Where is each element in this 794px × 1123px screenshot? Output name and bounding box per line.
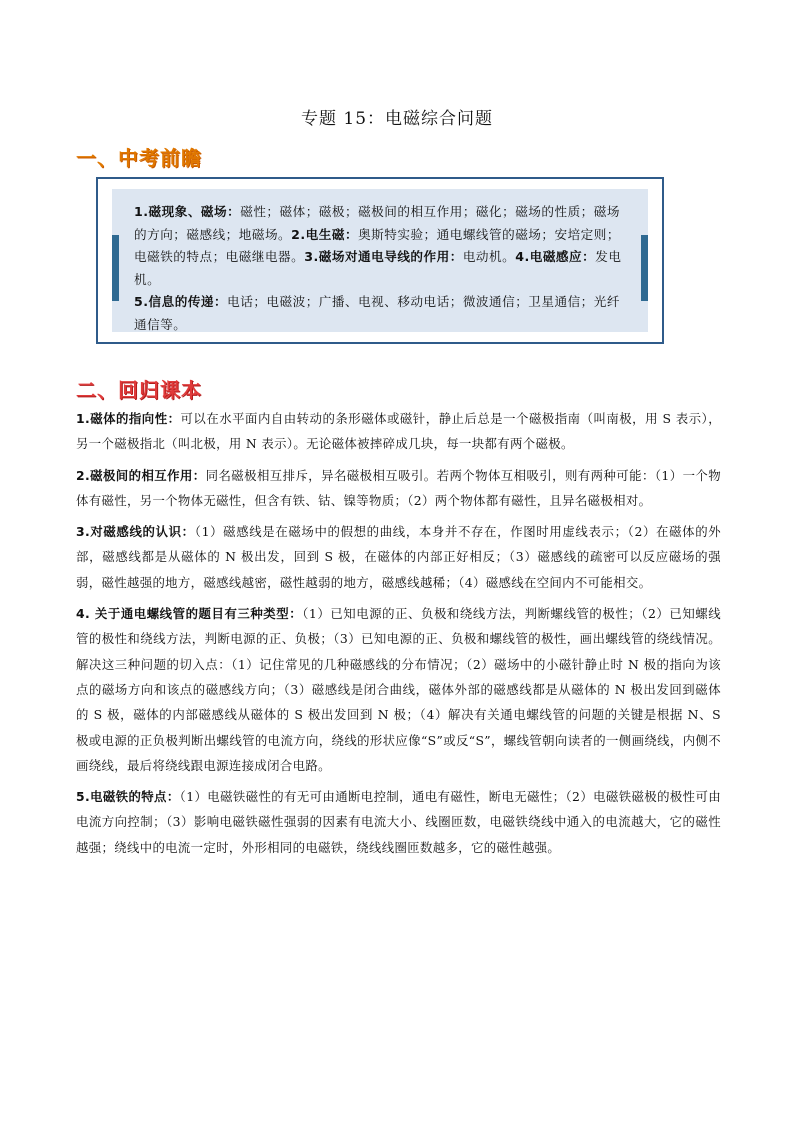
- review-paragraph: [76, 406, 721, 457]
- review-paragraph: [76, 601, 721, 778]
- paragraph-label: 1.磁体的指向性：: [76, 411, 181, 426]
- box-left-bar: [112, 235, 119, 301]
- review-paragraph: [76, 784, 721, 860]
- summary-item-label: 3.磁场对通电导线的作用：: [304, 249, 463, 264]
- paragraph-text: （1）电磁铁磁性的有无可由通断电控制，通电有磁性，断电无磁性；（2）电磁铁磁极的极性可由电流方向控制；（3）影响电磁铁磁性强弱的因素有电流大小、线圈匝数，电磁铁绕线中通入的电流越大，它的磁性越强；绕线中的电流一定时，外形相同的电磁铁，绕线线圈匝数越多，它的磁性越强。: [76, 789, 721, 855]
- summary-item-text: 电动机。: [462, 249, 516, 264]
- paragraph-text: （1）已知电源的正、负极和绕线方法，判断螺线管的极性；（2）已知螺线管的极性和绕线方法，判断电源的正、负极；（3）已知电源的正、负极和螺线管的极性，画出螺线管的绕线情况。解决这三种问题的切入点：（1）记住常见的几种磁感线的分布情况；（2）磁场中的小磁针静止时 N 极的指向为该点的磁场方向和该点的磁感线方向；（3）磁感线是闭合曲线，磁体外部的磁感线都是从磁体的 N 极出发回到磁体的 S 极，磁体的内部磁感线从磁体的 S 极出发回到 N 极；（4）解决有关通电螺线管的问题的关键是根据 N、S 极或电源的正负极判断出螺线管的电流方向，绕线的形状应像“S”或反“S”，螺线管朝向读者的一侧画绕线，内侧不画绕线，最后将绕线跟电源连接成闭合电路。: [76, 606, 721, 773]
- review-paragraph: [76, 519, 721, 595]
- section-heading-preview: 一、中考前瞻: [76, 146, 202, 170]
- summary-item-label: 5.信息的传递：: [134, 294, 228, 309]
- paragraph-text: 可以在水平面内自由转动的条形磁体或磁针，静止后总是一个磁极指南（叫南极，用 S 表示），另一个磁极指北（叫北极，用 N 表示）。无论磁体被摔碎成几块，每一块都有两个磁极。: [76, 411, 721, 452]
- paragraph-text: （1）磁感线是在磁场中的假想的曲线，本身并不存在，作图时用虚线表示；（2）在磁体的外部，磁感线都是从磁体的 N 极出发，回到 S 极，在磁体的内部正好相反；（3）磁感线的疏密可以反应磁场的强弱，磁性越强的地方，磁感线越密，磁性越弱的地方，磁感线越稀；（4）磁感线在空间内不可能相交。: [76, 524, 721, 590]
- box-right-bar: [641, 235, 648, 301]
- summary-box-inner: [112, 189, 648, 332]
- summary-item-label: 2.电生磁：: [291, 226, 359, 242]
- paragraph-label: 5.电磁铁的特点：: [76, 789, 180, 805]
- summary-box: [96, 177, 664, 344]
- summary-item-label: 4.电磁感应：: [515, 249, 596, 264]
- review-paragraph: [76, 463, 721, 514]
- review-content: [76, 406, 721, 866]
- summary-item-text: 奥斯特实验；通电螺线管的磁场；安培定则；电磁铁的特点；电磁继电器。: [134, 226, 620, 264]
- page-title: 专题 15：电磁综合问题: [300, 109, 494, 129]
- paragraph-label: 3.对磁感线的认识：: [76, 524, 195, 540]
- section-heading-review: 二、回归课本: [76, 378, 202, 402]
- summary-item-text: 电话；电磁波；广播、电视、移动电话；微波通信；卫星通信；光纤通信等。: [134, 294, 620, 332]
- paragraph-label: 4. 关于通电螺线管的题目有三种类型：: [76, 606, 303, 622]
- summary-text: [134, 201, 630, 336]
- summary-item-label: 1.磁现象、磁场：: [134, 204, 241, 219]
- paragraph-label: 2.磁极间的相互作用：: [76, 467, 206, 483]
- summary-item-text: 发电机。: [134, 249, 622, 287]
- summary-item-text: 磁性；磁体；磁极；磁极间的相互作用；磁化；磁场的性质；磁场的方向；磁感线；地磁场。: [134, 204, 620, 242]
- paragraph-text: 同名磁极相互排斥，异名磁极相互吸引。若两个物体互相吸引，则有两种可能：（1）一个物体有磁性，另一个物体无磁性，但含有铁、钴、镍等物质；（2）两个物体都有磁性，且异名磁极相对。: [76, 467, 721, 508]
